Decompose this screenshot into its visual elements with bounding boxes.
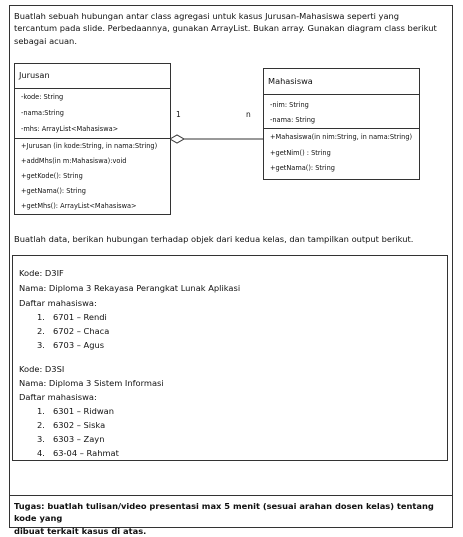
- list-number: 4.: [37, 448, 45, 458]
- class-mahasiswa: [263, 68, 420, 180]
- list-item: [37, 326, 109, 336]
- list-text: 6702 – Chaca: [53, 326, 110, 336]
- task-line: Tugas: buatlah tulisan/video presentasi max 5 menit (sesuai arahan dosen kelas) tentang kode yang: [14, 501, 434, 524]
- class-separator: [15, 88, 170, 89]
- list-item: [37, 312, 107, 322]
- class-separator: [264, 128, 419, 129]
- list-text: 6703 – Agus: [53, 340, 105, 350]
- class-method: +getNama(): String: [21, 187, 86, 195]
- expected-output-box: [12, 255, 448, 461]
- class-attribute: -mhs: ArrayList<Mahasiswa>: [21, 125, 119, 133]
- intro-line: sebagai acuan.: [14, 35, 77, 46]
- list-number: 3.: [37, 340, 45, 350]
- task-text: [14, 500, 446, 537]
- class-name: Jurusan: [19, 70, 50, 80]
- class-method: +getKode(): String: [21, 172, 83, 180]
- class-separator: [15, 138, 170, 139]
- class-method: +Jurusan (in kode:String, in nama:String): [21, 142, 158, 150]
- multiplicity-one: 1: [176, 110, 181, 119]
- output-daftar: Daftar mahasiswa:: [19, 392, 97, 402]
- output-kode: Kode: D3IF: [19, 268, 64, 278]
- multiplicity-many: n: [246, 110, 251, 119]
- class-attribute: -nama:String: [21, 109, 64, 117]
- list-number: 1.: [37, 312, 45, 322]
- output-kode: Kode: D3SI: [19, 364, 65, 374]
- list-item: [37, 420, 105, 430]
- class-attribute: -nim: String: [270, 101, 309, 109]
- output-daftar: Daftar mahasiswa:: [19, 298, 97, 308]
- list-item: [37, 434, 104, 444]
- class-jurusan: [14, 63, 171, 215]
- list-text: 6701 – Rendi: [53, 312, 107, 322]
- intro-line: tercantum pada slide. Perbedaannya, gunakan ArrayList. Bukan array. Gunakan diagram class berikut: [14, 23, 437, 34]
- class-method: +addMhs(in m:Mahasiswa):void: [21, 157, 127, 165]
- list-item: [37, 448, 119, 458]
- instruction-text: Buatlah data, berikan hubungan terhadap objek dari kedua kelas, dan tampilkan output berikut.: [14, 234, 414, 244]
- list-text: 6301 – Ridwan: [53, 406, 115, 416]
- list-number: 3.: [37, 434, 45, 444]
- class-method: +getMhs(): ArrayList<Mahasiswa>: [21, 202, 137, 210]
- output-nama: Nama: Diploma 3 Sistem Informasi: [19, 378, 164, 388]
- class-method: +getNim() : String: [270, 149, 331, 157]
- class-method: +Mahasiswa(in nim:String, in nama:String): [270, 133, 413, 141]
- intro-text: [14, 10, 446, 47]
- section-divider: [9, 495, 453, 496]
- list-item: [37, 406, 114, 416]
- task-line: dibuat terkait kasus di atas.: [14, 525, 147, 536]
- class-name: Mahasiswa: [268, 76, 313, 86]
- class-separator: [264, 94, 419, 95]
- list-number: 2.: [37, 326, 45, 336]
- intro-line: Buatlah sebuah hubungan antar class agregasi untuk kasus Jurusan-Mahasiswa seperti yang: [14, 11, 400, 21]
- list-item: [37, 340, 104, 350]
- class-attribute: -kode: String: [21, 93, 64, 101]
- list-text: 6303 – Zayn: [53, 434, 105, 444]
- class-method: +getNama(): String: [270, 164, 335, 172]
- list-text: 63-04 – Rahmat: [53, 448, 119, 458]
- list-text: 6302 – Siska: [53, 420, 106, 430]
- list-number: 2.: [37, 420, 45, 430]
- output-nama: Nama: Diploma 3 Rekayasa Perangkat Lunak Aplikasi: [19, 283, 241, 293]
- list-number: 1.: [37, 406, 45, 416]
- class-attribute: -nama: String: [270, 116, 316, 124]
